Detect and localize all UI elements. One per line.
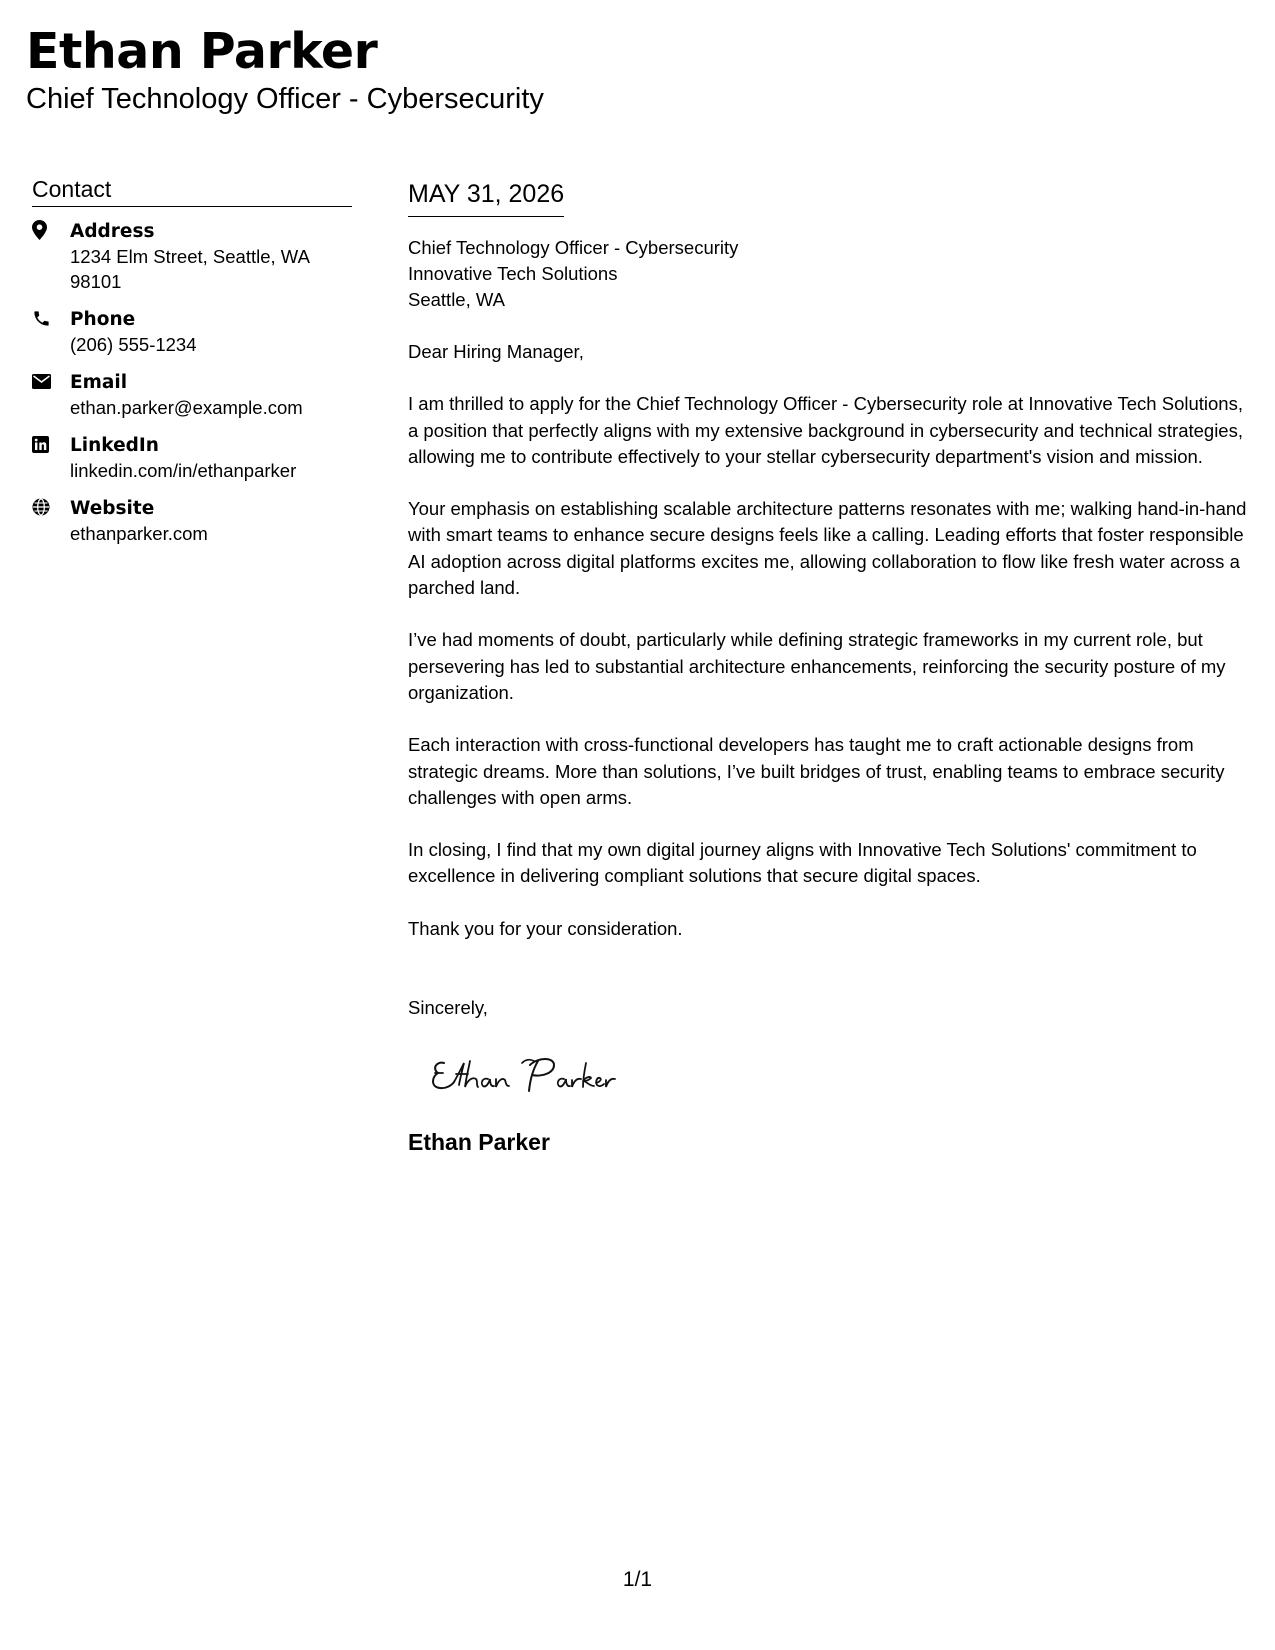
letter-date: MAY 31, 2026 (408, 176, 564, 217)
contact-label: Phone (70, 309, 136, 330)
contact-item-phone (32, 307, 352, 357)
contact-item-website (32, 496, 352, 546)
map-pin-icon (32, 219, 70, 241)
page-number: 1/1 (622, 1568, 653, 1591)
email-value: ethan.parker@example.com (70, 397, 303, 418)
header (26, 22, 544, 116)
recipient-block (408, 235, 1248, 313)
contact-item-address (32, 219, 352, 294)
contact-label: Email (70, 372, 128, 393)
contact-item-email (32, 370, 352, 420)
handwritten-signature (426, 1049, 1248, 1099)
phone-icon (32, 307, 70, 329)
address-value: 1234 Elm Street, Seattle, WA 98101 (70, 246, 309, 292)
applicant-title: Chief Technology Officer - Cybersecurity (26, 83, 544, 115)
contact-sidebar (32, 174, 352, 559)
applicant-name: Ethan Parker (26, 23, 378, 80)
letter-body (408, 176, 1248, 1157)
linkedin-value[interactable]: linkedin.com/in/ethanparker (70, 460, 297, 481)
contact-label: Address (70, 221, 155, 242)
globe-icon (32, 496, 70, 518)
contact-label: LinkedIn (70, 435, 159, 456)
contact-item-linkedin (32, 433, 352, 483)
linkedin-icon (32, 433, 70, 455)
letter-paragraph: Your emphasis on establishing scalable architecture patterns resonates with me; walking hand-in-hand with smart teams to enhance secure designs feels like a calling. Leading efforts that foster responsible AI adoption across digital platforms excites me, allowing collaboration to flow like fresh water across a parched land. (408, 498, 1247, 599)
recipient-role: Chief Technology Officer - Cybersecurity (408, 237, 739, 258)
letter-paragraph: In closing, I find that my own digital journey aligns with Innovative Tech Solutions' commitment to excellence in delivering compliant solutions that secure digital spaces. (408, 839, 1197, 887)
letter-paragraph: Each interaction with cross-functional developers has taught me to craft actionable designs from strategic dreams. More than solutions, I’ve built bridges of trust, enabling teams to embrace security challenges with open arms. (408, 734, 1225, 808)
closing: Sincerely, (408, 997, 488, 1019)
contact-heading: Contact (32, 174, 352, 207)
contact-label: Website (70, 498, 155, 519)
recipient-location: Seattle, WA (408, 289, 505, 310)
letter-paragraph: Thank you for your consideration. (408, 917, 683, 939)
phone-value: (206) 555-1234 (70, 334, 197, 355)
letter-paragraph: I am thrilled to apply for the Chief Technology Officer - Cybersecurity role at Innovative Tech Solutions, a position that perfectly aligns with my extensive background in cybersecurity and technical strategies, allowing me to contribute effectively to your stellar cybersecurity department's vision and mission. (408, 393, 1243, 467)
envelope-icon (32, 370, 70, 392)
signer-name: Ethan Parker (408, 1129, 550, 1156)
website-value[interactable]: ethanparker.com (70, 523, 208, 544)
recipient-company: Innovative Tech Solutions (408, 263, 618, 284)
letter-paragraph: I’ve had moments of doubt, particularly while defining strategic frameworks in my current role, but persevering has led to substantial architecture enhancements, reinforcing the security posture of my organization. (408, 629, 1226, 703)
salutation: Dear Hiring Manager, (408, 341, 584, 362)
